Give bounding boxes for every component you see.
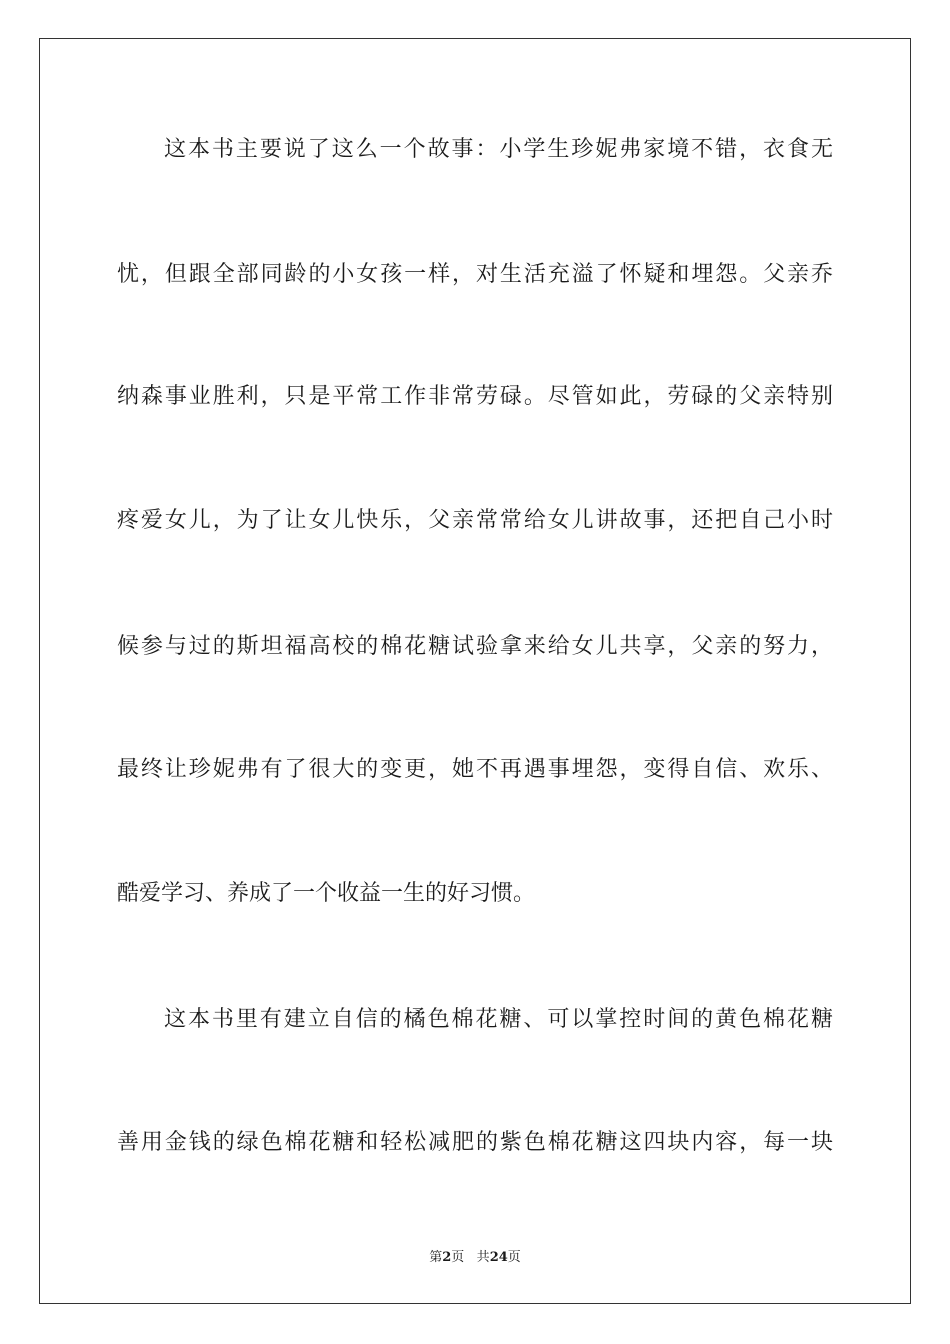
paragraph-1-line-7: 酷爱学习、养成了一个收益一生的好习惯。	[117, 881, 536, 906]
paragraph-1-line-1: 这本书主要说了这么一个故事：小学生珍妮弗家境不错，衣食无	[164, 137, 833, 162]
page-footer	[0, 1246, 950, 1265]
footer-total-pages: 24	[489, 1250, 508, 1265]
page-border	[39, 38, 911, 1304]
paragraph-1-line-6: 最终让珍妮弗有了很大的变更，她不再遇事埋怨，变得自信、欢乐、	[117, 757, 833, 782]
paragraph-1-line-2: 忧，但跟全部同龄的小女孩一样，对生活充溢了怀疑和埋怨。父亲乔	[117, 262, 833, 287]
footer-page-suffix: 页	[451, 1250, 465, 1265]
footer-page-prefix: 第	[429, 1250, 443, 1265]
footer-total-suffix: 页	[507, 1250, 521, 1265]
footer-page-number: 2	[442, 1250, 452, 1265]
paragraph-1-line-3: 纳森事业胜利，只是平常工作非常劳碌。尽管如此，劳碌的父亲特别	[117, 384, 833, 409]
footer-total-prefix: 共	[476, 1250, 490, 1265]
paragraph-1-line-4: 疼爱女儿，为了让女儿快乐，父亲常常给女儿讲故事，还把自己小时	[117, 508, 833, 533]
paragraph-2-line-1: 这本书里有建立自信的橘色棉花糖、可以掌控时间的黄色棉花糖	[164, 1007, 833, 1032]
paragraph-2-line-2: 善用金钱的绿色棉花糖和轻松减肥的紫色棉花糖这四块内容，每一块	[117, 1130, 833, 1155]
paragraph-1-line-5: 候参与过的斯坦福高校的棉花糖试验拿来给女儿共享，父亲的努力，	[117, 634, 833, 659]
